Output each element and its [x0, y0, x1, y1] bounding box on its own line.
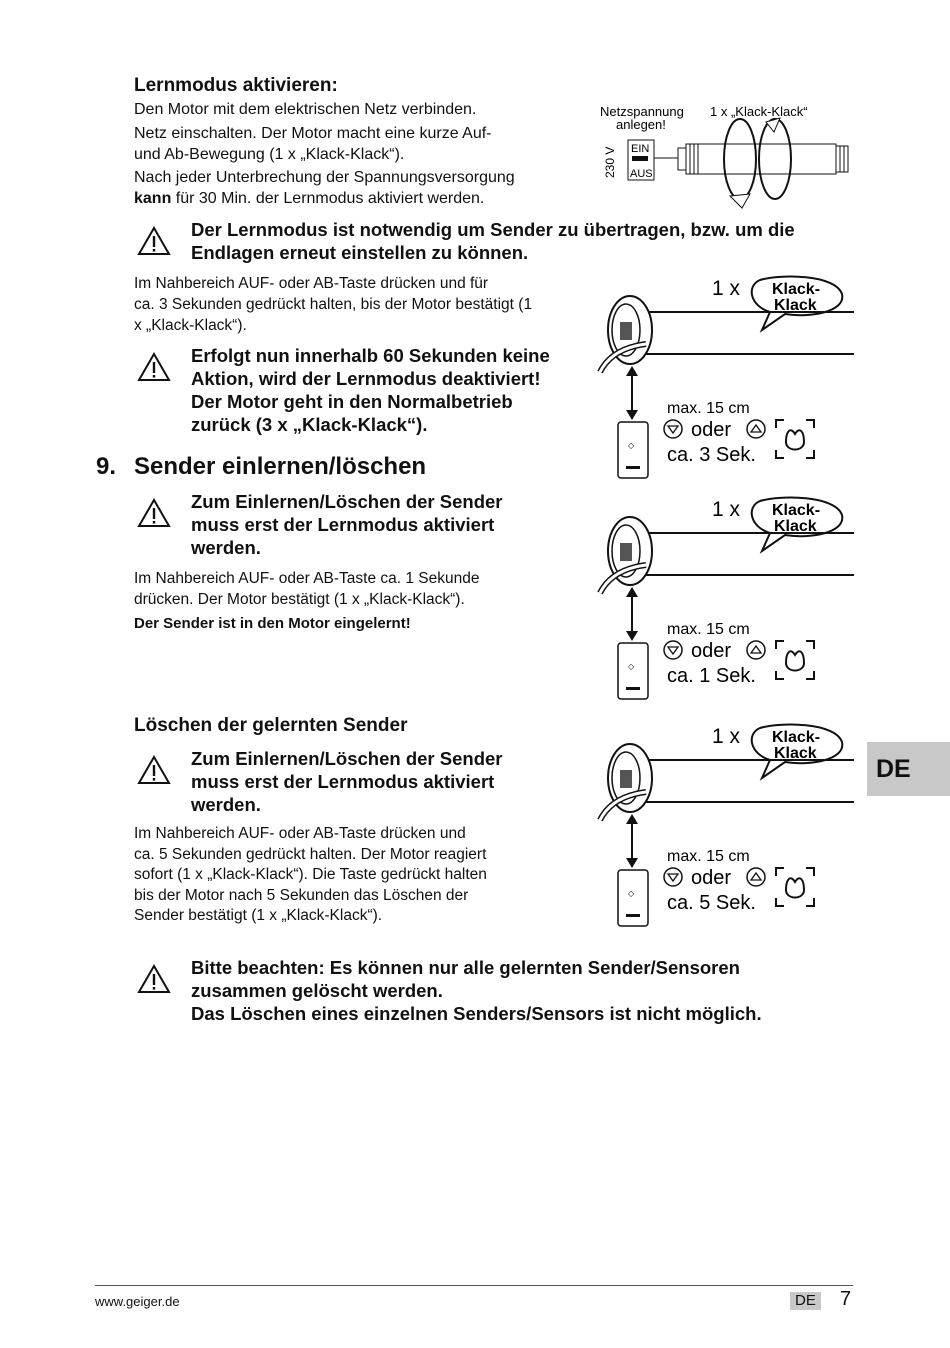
- power-label-click: 1 x „Klack-Klack“: [710, 104, 808, 119]
- close-range-icon: [776, 868, 814, 906]
- down-button-icon: [664, 868, 682, 886]
- learn-p1: Den Motor mit dem elektrischen Netz verbinden.: [134, 101, 477, 118]
- warning-learn-mode: [191, 218, 795, 264]
- delete-instruction: [134, 824, 487, 927]
- learn-line2: drücken. Der Motor bestätigt (1 x „Klack-Klack“).: [134, 591, 465, 608]
- warning5-line3: Das Löschen eines einzelnen Senders/Sensors ist nicht möglich.: [191, 1003, 762, 1024]
- warning-learn-required-2: [191, 747, 502, 816]
- warning-icon: [137, 352, 171, 382]
- power-label-230: 230 V: [603, 146, 617, 178]
- press-line2: ca. 3 Sekunden gedrückt halten, bis der Motor bestätigt (1: [134, 296, 533, 313]
- warning1-line1: Der Lernmodus ist notwendig um Sender zu übertragen, bzw. um die: [191, 219, 795, 240]
- warning-icon: [137, 964, 171, 994]
- learn-line3: Der Sender ist in den Motor eingelernt!: [134, 615, 411, 632]
- warning5-line2: zusammen gelöscht werden.: [191, 980, 443, 1001]
- down-button-icon: [664, 420, 682, 438]
- warning-timeout: [191, 344, 550, 436]
- learn-p3b-rest: für 30 Min. der Lernmodus aktiviert werden.: [171, 190, 485, 207]
- warning3-line3: werden.: [191, 537, 261, 558]
- learn-p3a: Nach jeder Unterbrechung der Spannungsversorgung: [134, 169, 515, 186]
- power-label-apply: anlegen!: [616, 117, 666, 132]
- press-instruction: [134, 273, 532, 336]
- svg-text:◇: ◇: [628, 662, 635, 671]
- power-diagram: [590, 100, 860, 210]
- svg-text:◇: ◇: [628, 441, 635, 450]
- diagram2-or: oder: [691, 640, 732, 662]
- warning-delete-all: [191, 956, 762, 1025]
- diagram3-distance: max. 15 cm: [667, 848, 750, 865]
- delete-heading: Löschen der gelernten Sender: [134, 715, 408, 736]
- diagram3-or: oder: [691, 867, 732, 889]
- footer-divider: [95, 1285, 853, 1286]
- learn-mode-heading: Lernmodus aktivieren:: [134, 75, 338, 96]
- page-number: 7: [840, 1288, 852, 1310]
- delete-line3: sofort (1 x „Klack-Klack“). Die Taste gedrückt halten: [134, 866, 487, 883]
- close-range-icon: [776, 420, 814, 458]
- up-button-icon: [747, 641, 765, 659]
- delete-line4: bis der Motor nach 5 Sekunden das Löschen der: [134, 886, 469, 904]
- footer-url: www.geiger.de: [95, 1294, 180, 1309]
- diagram2-bubble1: Klack-: [772, 502, 821, 519]
- warning-icon: [137, 498, 171, 528]
- down-button-icon: [664, 641, 682, 659]
- delete-line5: Sender bestätigt (1 x „Klack-Klack“).: [134, 907, 383, 924]
- diagram2-bubble2: Klack: [774, 518, 817, 535]
- warning3-line2: muss erst der Lernmodus aktiviert: [191, 514, 495, 535]
- footer-language-badge: DE: [790, 1292, 821, 1310]
- warning-learn-required: [191, 490, 502, 559]
- warning4-line2: muss erst der Lernmodus aktiviert: [191, 771, 495, 792]
- diagram1-duration: ca. 3 Sek.: [667, 444, 756, 466]
- press-line1: Im Nahbereich AUF- oder AB-Taste drücken und für: [134, 275, 489, 292]
- remote-control-icon: [618, 643, 648, 699]
- learn-instruction: [134, 568, 479, 634]
- warning2-line4: zurück (3 x „Klack-Klack“).: [191, 414, 428, 435]
- remote-control-icon: [618, 870, 648, 926]
- warning3-line1: Zum Einlernen/Löschen der Sender: [191, 491, 503, 512]
- motor-plug-icon: [678, 148, 686, 170]
- close-range-icon: [776, 641, 814, 679]
- diagram1-count: 1 x: [712, 277, 741, 300]
- motor-diagram-2: [590, 493, 860, 703]
- diagram2-count: 1 x: [712, 498, 741, 521]
- power-label-voltage: Netzspannung: [600, 104, 684, 119]
- warning2-line3: Der Motor geht in den Normalbetrieb: [191, 391, 513, 412]
- up-button-icon: [747, 420, 765, 438]
- motor-tube-icon: [686, 144, 836, 174]
- diagram2-distance: max. 15 cm: [667, 621, 750, 638]
- learn-p3b: [134, 188, 574, 209]
- diagram1-bubble1: Klack-: [772, 281, 821, 298]
- svg-text:◇: ◇: [628, 889, 635, 898]
- up-button-icon: [747, 868, 765, 886]
- diagram3-count: 1 x: [712, 725, 741, 748]
- warning2-line1: Erfolgt nun innerhalb 60 Sekunden keine: [191, 345, 550, 366]
- warning4-line3: werden.: [191, 794, 261, 815]
- diagram3-bubble2: Klack: [774, 745, 817, 762]
- learn-line1: Im Nahbereich AUF- oder AB-Taste ca. 1 Sekunde: [134, 570, 480, 587]
- diagram3-duration: ca. 5 Sek.: [667, 892, 756, 914]
- motor-diagram-1: [590, 272, 860, 482]
- learn-mode-text: [134, 99, 574, 209]
- delete-line2: ca. 5 Sekunden gedrückt halten. Der Motor reagiert: [134, 845, 487, 863]
- switch-toggle-icon: [632, 156, 648, 161]
- diagram3-bubble1: Klack-: [772, 729, 821, 746]
- warning1-line2: Endlagen erneut einstellen zu können.: [191, 242, 529, 263]
- warning-icon: [137, 226, 171, 256]
- press-line3: x „Klack-Klack“).: [134, 317, 247, 334]
- warning-icon: [137, 755, 171, 785]
- warning4-line1: Zum Einlernen/Löschen der Sender: [191, 748, 503, 769]
- diagram1-bubble2: Klack: [774, 297, 817, 314]
- remote-control-icon: [618, 422, 648, 478]
- diagram2-duration: ca. 1 Sek.: [667, 665, 756, 687]
- language-side-tab: DE: [867, 742, 950, 796]
- warning2-line2: Aktion, wird der Lernmodus deaktiviert!: [191, 368, 541, 389]
- diagram1-or: oder: [691, 419, 732, 441]
- delete-line1: Im Nahbereich AUF- oder AB-Taste drücken und: [134, 825, 466, 842]
- motor-diagram-3: [590, 720, 860, 930]
- learn-p2a: Netz einschalten. Der Motor macht eine kurze Auf-: [134, 125, 492, 142]
- section-number: 9.: [96, 453, 117, 480]
- diagram1-distance: max. 15 cm: [667, 400, 750, 417]
- power-label-off: AUS: [630, 168, 653, 180]
- section-title: Sender einlernen/löschen: [134, 453, 427, 480]
- warning5-line1: Bitte beachten: Es können nur alle gelernten Sender/Sensoren: [191, 957, 740, 978]
- learn-p3b-bold: kann: [134, 190, 172, 207]
- learn-p2b: und Ab-Bewegung (1 x „Klack-Klack“).: [134, 146, 405, 163]
- power-label-on: EIN: [631, 143, 650, 155]
